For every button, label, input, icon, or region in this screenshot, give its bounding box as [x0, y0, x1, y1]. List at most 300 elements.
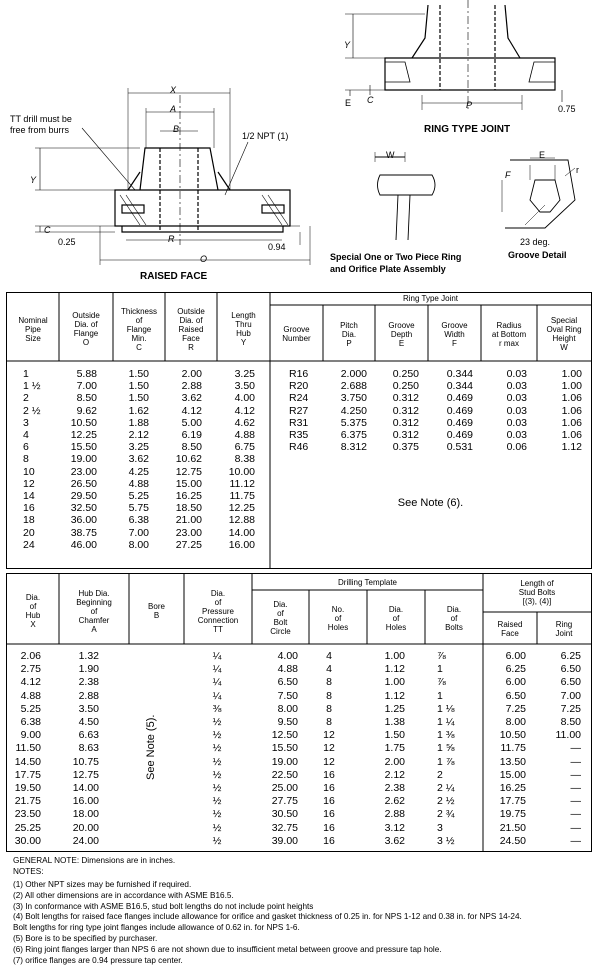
table-cell: 4.50: [78, 716, 99, 728]
dim-x: X: [170, 85, 177, 95]
table-cell: 6.38: [20, 716, 41, 728]
table-cell: —: [570, 782, 581, 794]
table-cell: 1.00: [561, 368, 582, 380]
table1-header-line: Groove: [388, 320, 415, 330]
table-cell: 6.00: [505, 676, 526, 689]
table2-header-col-0: [7, 578, 59, 644]
table-cell: ⅜: [212, 702, 222, 715]
table2-header-line: Dia.: [210, 588, 226, 598]
table-cell: 18.50: [175, 502, 202, 515]
table-cell: 1.50: [128, 392, 149, 405]
table-cell: 12: [323, 755, 335, 768]
table-cell: 14.50: [14, 755, 41, 768]
table-cell: 1: [437, 689, 443, 702]
table2-header-line: Bore: [148, 602, 165, 611]
table2-header-line: Connection: [197, 615, 239, 625]
table-cell: 8.38: [234, 453, 255, 466]
table-cell: R35: [289, 429, 309, 441]
table2-header-col-5: [309, 592, 367, 644]
note-item: (3) In conformance with ASME B16.5, stud bolt lengths do not include point heights: [13, 901, 314, 911]
dim-o: O: [200, 254, 208, 264]
table-cell: 16: [23, 502, 35, 515]
table1-header-col-8: [428, 307, 481, 361]
table-cell: —: [570, 808, 581, 821]
table-cell: 3 ½: [437, 834, 455, 847]
table-cell: 1.00: [384, 676, 405, 689]
table-cell: 0.250: [392, 368, 419, 380]
tt-note-line2: free from burrs: [10, 125, 70, 135]
table-cell: ¼: [212, 689, 222, 702]
groove-dim-e: E: [539, 150, 546, 160]
table-cell: 12: [323, 742, 335, 755]
table-cell: 1.32: [78, 650, 99, 662]
table-cell: 0.03: [506, 404, 527, 417]
table2-header-line: A: [91, 624, 97, 634]
table-cell: 7.00: [128, 526, 149, 539]
raised-face-caption: RAISED FACE: [140, 271, 208, 282]
table2-header-line: of: [214, 597, 222, 607]
table-cell: 46.00: [70, 538, 97, 551]
table-cell: 0.03: [506, 368, 527, 380]
table2-header-line: of: [392, 613, 400, 623]
note-item: (6) Ring joint flanges larger than NPS 6 are not shown due to insufficient metal between groove and pressure tap hole.: [13, 944, 442, 954]
table-cell: 0.469: [446, 404, 473, 417]
table1-header-line: O: [82, 338, 90, 347]
table1-header-col-9: [481, 307, 537, 361]
table-cell: 0.03: [506, 380, 527, 393]
table1-header-line: Outside: [177, 306, 205, 316]
table-cell: 15.50: [271, 742, 298, 755]
table-cell: 14.00: [228, 526, 255, 539]
table2-header-line: Holes: [327, 622, 349, 632]
table1-header-col-10: [537, 307, 591, 361]
table1-header-line: R: [188, 342, 194, 352]
table-cell: 25.00: [271, 782, 298, 794]
table-cell: R27: [289, 404, 309, 417]
table-cell: 1.62: [128, 404, 149, 417]
table-cell: 27.75: [271, 795, 298, 808]
table-cell: 0.344: [446, 368, 473, 380]
table-cell: R31: [289, 416, 309, 429]
table-cell: 4.250: [340, 404, 367, 417]
table-cell: 4: [23, 429, 29, 441]
table-cell: 1.50: [384, 729, 405, 742]
table-cell: 30.00: [14, 834, 41, 847]
table2-header-line: Face: [501, 629, 519, 638]
table-cell: ¼: [212, 676, 222, 689]
table-cell: 16: [323, 821, 335, 834]
table-cell: 2.688: [340, 380, 367, 393]
table2-header-line: Bolt: [273, 618, 288, 627]
rtj-dim-p: P: [466, 100, 473, 110]
table-cell: ⅞: [437, 676, 446, 689]
note-item: (2) All other dimensions are in accordance with ASME B16.5.: [13, 890, 234, 900]
table-cell: 5.75: [128, 502, 149, 515]
table1-header-line: Raised: [178, 324, 204, 334]
table-cell: 0.312: [392, 392, 419, 405]
table1-header-line: F: [452, 338, 457, 348]
table-cell: —: [570, 834, 581, 847]
table2-header-line: Dia.: [273, 600, 288, 609]
table1-header-line: Groove: [441, 320, 468, 330]
table2-header-line: B: [153, 611, 160, 620]
table-cell: 17.75: [14, 768, 41, 781]
table1-header-col-2: [113, 297, 165, 361]
table2-header-line: Beginning: [76, 597, 112, 607]
table-cell: 1.50: [128, 380, 149, 393]
table-cell: 6.375: [340, 429, 367, 441]
table1-header-line: Pipe: [24, 324, 41, 334]
table-cell: 6.50: [560, 676, 581, 689]
table-cell: 24.00: [72, 834, 99, 847]
table-cell: 21.50: [499, 821, 526, 834]
table1-header-line: r max: [499, 338, 519, 348]
table-cell: 8.50: [76, 392, 97, 405]
note-item: (7) orifice flanges are 0.94 pressure tap center.: [13, 955, 183, 965]
table-cell: 4.88: [20, 689, 41, 702]
table-cell: 10.62: [175, 453, 202, 466]
table1-header-line: Dia. of: [179, 315, 203, 325]
table2-header-col-7: [425, 592, 483, 644]
table-cell: 1 ⅞: [437, 755, 455, 768]
table-cell: 6.50: [277, 676, 298, 689]
table-cell: 5.25: [20, 702, 41, 715]
table-cell: 1.06: [561, 404, 582, 417]
table-cell: 23.00: [175, 526, 202, 539]
table-cell: 6.63: [78, 729, 99, 742]
table2-header-line: of: [450, 613, 458, 623]
table-cell: 1.00: [561, 380, 582, 393]
table1-header-line: Pitch: [340, 320, 358, 330]
table-cell: 0.312: [392, 416, 419, 429]
ring-caption-line2: and Orifice Plate Assembly: [330, 264, 446, 274]
ring-type-joint-header: Ring Type Joint: [403, 294, 458, 303]
table-cell: 2.62: [384, 795, 405, 808]
table-cell: 19.75: [499, 808, 526, 821]
table-cell: 1.25: [384, 702, 405, 715]
table-cell: ½: [212, 755, 222, 768]
table-cell: 10.75: [72, 755, 99, 768]
table2-header-line: Joint: [555, 629, 573, 638]
table-cell: 1.38: [384, 716, 405, 728]
table-cell: 8.00: [128, 538, 149, 551]
table-cell: 4.12: [234, 404, 255, 417]
table-cell: 23.50: [14, 808, 41, 821]
note-item: Bolt lengths for ring type joint flanges include allowance of 0.62 in. for NPS 1-6.: [13, 923, 300, 933]
table-cell: 2: [23, 392, 29, 405]
table-cell: 8.63: [78, 742, 99, 755]
table-cell: 12.25: [228, 502, 255, 515]
table-cell: 9.62: [76, 404, 97, 417]
rtj-dim-c: C: [367, 95, 374, 105]
table-cell: 12: [23, 477, 35, 490]
table-cell: 0.469: [446, 429, 473, 441]
table-cell: 8.50: [181, 441, 202, 454]
table-cell: 11.50: [15, 742, 41, 755]
table-cell: 4.00: [234, 392, 255, 405]
table-cell: 1.50: [128, 368, 149, 380]
table-cell: ½: [212, 729, 222, 742]
table1-header-col-5: [270, 307, 323, 361]
see-note-5: See Note (5).: [145, 714, 157, 780]
table2-header-col-8: [483, 614, 537, 644]
table-cell: 3.25: [128, 441, 149, 454]
table-cell: 7.25: [560, 702, 581, 715]
table-cell: —: [570, 795, 581, 808]
table-cell: 4.88: [277, 663, 298, 676]
table-cell: 16: [323, 768, 335, 781]
table-cell: 6.50: [560, 663, 581, 676]
table-cell: 1 ⅝: [437, 742, 455, 755]
table-cell: 32.75: [271, 821, 298, 834]
table-cell: 10: [23, 465, 35, 478]
table-cell: 21.75: [14, 795, 41, 808]
table-cell: 0.03: [506, 392, 527, 405]
table-cell: 24: [23, 538, 35, 551]
table1-header-line: Hub: [236, 329, 251, 338]
table-cell: 19.00: [70, 453, 97, 466]
table-cell: 22.50: [271, 768, 298, 781]
table-cell: 16: [323, 808, 335, 821]
table-cell: 1.12: [561, 441, 582, 454]
table2-header-col-3: [184, 578, 252, 644]
table-cell: 4.25: [128, 465, 149, 478]
table1-header-line: Dia. of: [74, 320, 98, 329]
table-cell: ½: [212, 795, 222, 808]
table-cell: 2.38: [78, 676, 99, 689]
table-cell: 8: [326, 702, 332, 715]
table-cell: R16: [289, 368, 309, 380]
stud-header-line1: Length of: [520, 579, 554, 588]
dim-094: 0.94: [268, 242, 286, 252]
table-cell: 6.00: [505, 650, 526, 662]
table-cell: 30.50: [271, 808, 298, 821]
table-cell: 3.25: [234, 368, 255, 380]
table-cell: ⅞: [437, 650, 446, 662]
table-cell: 6.25: [560, 650, 581, 662]
table1-header-col-1: [59, 297, 113, 361]
table-cell: 11.00: [555, 729, 581, 742]
table-cell: 15.50: [70, 441, 97, 454]
table-cell: 11.75: [229, 490, 255, 502]
table-cell: 6.25: [505, 663, 526, 676]
table-cell: 8.312: [340, 441, 367, 454]
table-cell: 10.50: [499, 729, 526, 742]
tt-note-line1: TT drill must be: [10, 114, 72, 124]
table1-header-line: P: [346, 338, 352, 348]
table2-header-col-2: [129, 578, 184, 644]
table-cell: 2.88: [181, 380, 202, 393]
table-cell: R24: [289, 392, 309, 405]
table-cell: 4.12: [181, 404, 202, 417]
table-cell: 15.00: [175, 477, 202, 490]
table-cell: 12: [323, 729, 335, 742]
table-cell: 1.06: [561, 429, 582, 441]
table-cell: 6.38: [128, 514, 149, 527]
table1-header-line: Groove: [283, 325, 310, 334]
table-cell: 6.75: [234, 441, 255, 454]
table-cell: 3.62: [128, 453, 149, 466]
table-cell: 2.12: [384, 768, 405, 781]
table1-header-col-6: [323, 307, 375, 361]
table-cell: 1: [23, 368, 29, 380]
table-cell: 0.312: [392, 429, 419, 441]
table2-header-line: No.: [331, 604, 345, 614]
table-cell: ½: [212, 834, 222, 847]
table-cell: 2 ½: [437, 795, 455, 808]
table1-header-col-7: [375, 307, 428, 361]
table1-header-line: Y: [240, 338, 247, 347]
table-cell: 4.88: [234, 429, 255, 441]
table1-header-line: Width: [444, 329, 465, 339]
table-cell: 6: [23, 441, 29, 454]
table-cell: 16: [323, 782, 335, 794]
table-cell: 14: [23, 490, 35, 502]
table-cell: 1 ⅜: [437, 729, 455, 742]
dim-r: R: [168, 234, 175, 244]
table-cell: 14.00: [72, 782, 99, 794]
table-cell: 10.50: [70, 416, 97, 429]
table-cell: —: [570, 768, 581, 781]
table-cell: 1.00: [384, 650, 405, 662]
table2-header-line: Chamfer: [78, 615, 110, 625]
ring-type-joint-caption: RING TYPE JOINT: [424, 124, 511, 135]
table2-header-line: Holes: [385, 622, 407, 632]
table1-header-line: Flange: [73, 329, 99, 338]
table2-header-line: of: [277, 609, 284, 618]
groove-angle: 23 deg.: [520, 237, 551, 247]
table2-header-col-9: [537, 614, 591, 644]
table-cell: 4.88: [128, 477, 149, 490]
table2-header-line: Bolts: [445, 622, 463, 632]
table1-header-line: Length: [231, 311, 256, 320]
table-cell: 26.50: [70, 477, 97, 490]
table-cell: 0.469: [446, 416, 473, 429]
table-cell: 1 ½: [23, 380, 41, 393]
table-cell: 16.00: [72, 795, 99, 808]
table-cell: R46: [289, 441, 309, 454]
table-cell: 1.88: [128, 416, 149, 429]
table-cell: R20: [289, 380, 309, 393]
table2-header-line: Circle: [270, 627, 291, 636]
see-note-6: See Note (6).: [397, 497, 464, 509]
table-cell: 10.00: [228, 465, 255, 478]
table-cell: 2.38: [384, 782, 405, 794]
table-cell: 16.00: [228, 538, 255, 551]
dim-y: Y: [30, 175, 37, 185]
general-note: GENERAL NOTE: Dimensions are in inches.: [13, 856, 176, 865]
table1-header-line: Size: [25, 333, 41, 343]
table-cell: 1.06: [561, 392, 582, 405]
table-cell: 0.03: [506, 416, 527, 429]
table-cell: 20.00: [72, 821, 99, 834]
table2-header-line: Hub: [25, 611, 41, 620]
table1-header-line: Face: [182, 333, 200, 343]
table-cell: 32.50: [70, 502, 97, 515]
table2-header-line: Pressure: [201, 606, 234, 616]
table1-header-line: Number: [282, 334, 311, 343]
table-cell: 2 ¾: [437, 808, 455, 821]
table-cell: 6.19: [181, 429, 202, 441]
table2-header-line: of: [334, 613, 342, 623]
table-cell: 16.25: [175, 490, 202, 502]
table-cell: ¼: [212, 663, 222, 676]
table-cell: 23.00: [70, 465, 97, 478]
table-cell: 12.50: [271, 729, 298, 742]
table-cell: 8: [326, 676, 332, 689]
table-cell: —: [570, 742, 581, 755]
table2-header-col-1: [59, 578, 129, 644]
table-cell: 1.90: [78, 663, 99, 676]
table-cell: 3.62: [384, 834, 405, 847]
table-cell: 0.06: [506, 441, 527, 454]
table-cell: 7.00: [76, 380, 97, 393]
ring-dim-w: W: [386, 150, 395, 160]
table-cell: 5.25: [128, 490, 149, 502]
table-cell: 2.88: [78, 689, 99, 702]
table-cell: 12.88: [228, 514, 255, 527]
table-cell: 7.25: [505, 702, 526, 715]
table-cell: 16: [323, 834, 335, 847]
table-cell: 1: [437, 663, 443, 676]
table-cell: 2.12: [128, 429, 149, 441]
table-cell: 1.12: [384, 689, 405, 702]
table-cell: 18.00: [72, 808, 99, 821]
table2-header-line: Dia.: [25, 593, 41, 602]
table1-header-line: Special: [550, 316, 578, 325]
flange-table-2: [6, 573, 592, 852]
table-cell: 36.00: [70, 514, 97, 527]
table-cell: 8.00: [505, 716, 526, 728]
table2-header-line: Dia.: [446, 604, 462, 614]
table-cell: 0.344: [446, 380, 473, 393]
table-cell: 9.50: [277, 716, 298, 728]
table-cell: 6.50: [505, 689, 526, 702]
table2-header-line: Ring: [555, 620, 573, 629]
note-item: (1) Other NPT sizes may be furnished if required.: [13, 880, 192, 889]
table2-header-line: TT: [213, 624, 223, 634]
table-cell: 38.75: [70, 526, 97, 539]
table-cell: 15.00: [499, 768, 526, 781]
table-cell: ½: [212, 782, 222, 794]
table-cell: 9.00: [20, 729, 41, 742]
table-cell: 3.50: [234, 380, 255, 393]
table-cell: 4.12: [20, 676, 41, 689]
raised-face-svg: [0, 0, 598, 290]
table-cell: 4.00: [277, 650, 298, 662]
table-cell: 11.75: [500, 742, 526, 755]
groove-dim-r: r: [576, 165, 579, 175]
rtj-dim-y: Y: [344, 40, 351, 50]
table-cell: 0.312: [392, 404, 419, 417]
table-cell: 0.375: [392, 441, 419, 454]
table-cell: 12.75: [72, 768, 99, 781]
table1-header-col-4: [217, 297, 270, 361]
table-cell: 2.000: [340, 368, 367, 380]
table-cell: 8.00: [277, 702, 298, 715]
table2-header-line: X: [30, 620, 36, 629]
notes-heading: NOTES:: [13, 867, 44, 876]
table1-header-line: Depth: [390, 329, 413, 339]
table-cell: 20: [23, 526, 35, 539]
table2-header-line: Dia.: [388, 604, 404, 614]
stud-bolts-header: [483, 579, 591, 606]
table1-header-line: C: [136, 342, 142, 352]
dim-025: 0.25: [58, 237, 76, 247]
dim-c: C: [44, 225, 51, 235]
table-cell: 2.88: [384, 808, 405, 821]
table-cell: 2 ½: [23, 404, 41, 417]
